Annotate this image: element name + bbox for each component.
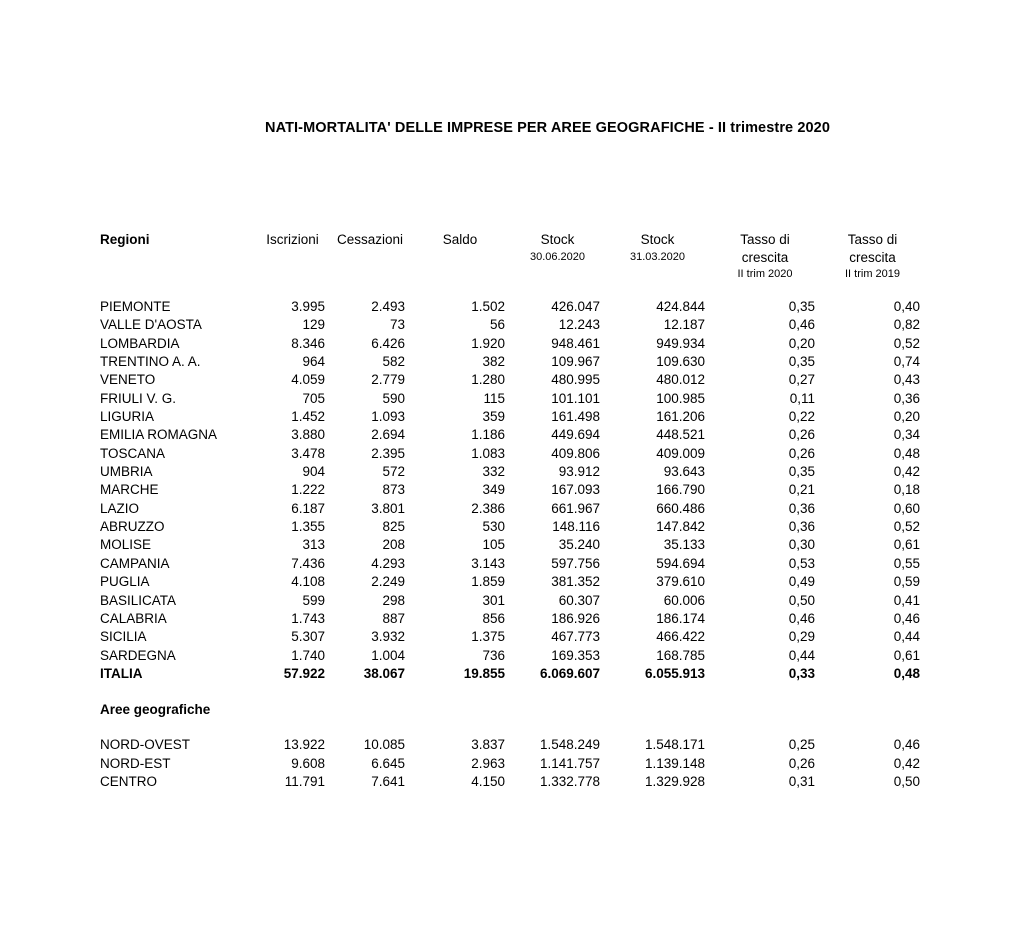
value-cell: 359 — [482, 409, 505, 425]
column-header: Regioni — [100, 232, 150, 247]
value-cell: 0,33 — [788, 665, 815, 681]
table-row — [100, 426, 1024, 444]
value-cell: 4.108 — [291, 574, 325, 590]
value-cell: 1.920 — [471, 335, 505, 351]
value-cell: 1.329.928 — [644, 773, 705, 789]
value-cell: 35.133 — [663, 537, 705, 553]
value-cell: 0,82 — [893, 317, 920, 333]
value-cell: 56 — [489, 317, 505, 333]
value-cell: 736 — [482, 647, 505, 663]
value-cell: 6.055.913 — [644, 665, 705, 681]
value-cell: 449.694 — [551, 427, 600, 443]
value-cell: 873 — [382, 482, 405, 498]
region-name-cell: LIGURIA — [100, 409, 155, 425]
value-cell: 115 — [483, 390, 505, 406]
value-cell: 332 — [482, 464, 505, 480]
value-cell: 57.922 — [283, 665, 325, 681]
table-row — [100, 518, 1024, 536]
value-cell: 1.141.757 — [539, 755, 600, 771]
table-row — [100, 335, 1024, 353]
region-name-cell: FRIULI V. G. — [100, 390, 177, 406]
value-cell: 168.785 — [656, 647, 705, 663]
value-cell: 186.174 — [656, 610, 705, 626]
region-name-cell: LAZIO — [100, 500, 140, 516]
value-cell: 0,34 — [893, 427, 920, 443]
value-cell: 4.059 — [291, 372, 325, 388]
value-cell: 0,35 — [788, 464, 815, 480]
value-cell: 1.548.249 — [539, 737, 600, 753]
value-cell: 1.743 — [291, 610, 325, 626]
value-cell: 467.773 — [551, 629, 600, 645]
column-header: Iscrizioni — [266, 232, 319, 247]
value-cell: 301 — [482, 592, 505, 608]
value-cell: 0,61 — [893, 647, 920, 663]
column-header: Saldo — [442, 232, 478, 247]
value-cell: 3.837 — [471, 737, 505, 753]
value-cell: 0,42 — [893, 755, 920, 771]
value-cell: 0,59 — [893, 574, 920, 590]
region-name-cell: NORD-OVEST — [100, 737, 191, 753]
value-cell: 0,44 — [788, 647, 815, 663]
value-cell: 0,60 — [893, 500, 920, 516]
value-cell: 0,30 — [788, 537, 815, 553]
value-cell: 161.498 — [551, 409, 600, 425]
value-cell: 1.502 — [471, 299, 505, 314]
value-cell: 3.801 — [371, 500, 405, 516]
value-cell: 0,18 — [893, 482, 920, 498]
value-cell: 12.187 — [663, 317, 705, 333]
value-cell: 19.855 — [463, 665, 505, 681]
region-name-cell: NORD-EST — [100, 755, 171, 771]
table-row — [100, 445, 1024, 463]
value-cell: 2.963 — [471, 755, 505, 771]
table-row — [100, 390, 1024, 408]
value-cell: 6.069.607 — [539, 665, 600, 681]
value-cell: 0,48 — [893, 445, 920, 461]
value-cell: 0,46 — [893, 737, 920, 753]
value-cell: 379.610 — [656, 574, 705, 590]
region-name-cell: VENETO — [100, 372, 156, 388]
value-cell: 3.932 — [371, 629, 405, 645]
value-cell: 0,55 — [893, 555, 920, 571]
areas-section-label: Aree geografiche — [100, 702, 211, 718]
region-name-cell: ABRUZZO — [100, 519, 165, 535]
value-cell: 0,46 — [893, 610, 920, 626]
table-header-row — [100, 231, 1024, 282]
value-cell: 0,36 — [788, 519, 815, 535]
table-row — [100, 316, 1024, 334]
value-cell: 161.206 — [656, 409, 705, 425]
value-cell: 661.967 — [551, 500, 600, 516]
region-name-cell: TOSCANA — [100, 445, 166, 461]
value-cell: 0,31 — [788, 773, 815, 789]
region-name-cell: BASILICATA — [100, 592, 177, 608]
value-cell: 129 — [302, 317, 325, 333]
table-row — [100, 628, 1024, 646]
value-cell: 1.083 — [471, 445, 505, 461]
value-cell: 382 — [482, 354, 505, 370]
value-cell: 3.143 — [471, 555, 505, 571]
value-cell: 0,20 — [788, 335, 815, 351]
table-row — [100, 536, 1024, 554]
value-cell: 0,35 — [788, 354, 815, 370]
column-header: Tasso di crescita II trim 2020 — [737, 232, 793, 280]
value-cell: 167.093 — [551, 482, 600, 498]
value-cell: 1.355 — [291, 519, 325, 535]
value-cell: 0,46 — [788, 317, 815, 333]
value-cell: 0,50 — [893, 773, 920, 789]
value-cell: 0,52 — [893, 335, 920, 351]
value-cell: 948.461 — [551, 335, 600, 351]
value-cell: 101.101 — [551, 390, 600, 406]
table-row — [100, 555, 1024, 573]
value-cell: 0,52 — [893, 519, 920, 535]
value-cell: 705 — [302, 390, 325, 406]
value-cell: 0,40 — [893, 299, 920, 314]
table-row — [100, 647, 1024, 665]
value-cell: 10.085 — [363, 737, 405, 753]
value-cell: 660.486 — [656, 500, 705, 516]
region-name-cell: CALABRIA — [100, 610, 167, 626]
table-row — [100, 773, 1024, 791]
value-cell: 0,27 — [788, 372, 815, 388]
value-cell: 109.630 — [656, 354, 705, 370]
value-cell: 147.842 — [656, 519, 705, 535]
value-cell: 1.859 — [471, 574, 505, 590]
value-cell: 1.740 — [291, 647, 325, 663]
region-name-cell: PUGLIA — [100, 574, 150, 590]
value-cell: 13.922 — [283, 737, 325, 753]
value-cell: 105 — [482, 537, 505, 553]
column-header: Stock 30.06.2020 — [529, 232, 586, 263]
region-name-cell: MARCHE — [100, 482, 159, 498]
table-row — [100, 463, 1024, 481]
page-title: NATI-MORTALITA' DELLE IMPRESE PER AREE GEOGRAFICHE - II trimestre 2020 — [265, 120, 831, 136]
value-cell: 93.912 — [558, 464, 600, 480]
table-row — [100, 353, 1024, 371]
value-cell: 2.249 — [371, 574, 405, 590]
value-cell: 3.478 — [291, 445, 325, 461]
value-cell: 1.139.148 — [644, 755, 705, 771]
value-cell: 73 — [389, 317, 405, 333]
value-cell: 597.756 — [551, 555, 600, 571]
value-cell: 298 — [382, 592, 405, 608]
value-cell: 409.806 — [551, 445, 600, 461]
table-row — [100, 500, 1024, 518]
column-header: Tasso di crescita II trim 2019 — [844, 232, 901, 280]
value-cell: 4.150 — [471, 773, 505, 789]
value-cell: 349 — [482, 482, 505, 498]
value-cell: 904 — [302, 464, 325, 480]
value-cell: 6.187 — [291, 500, 325, 516]
value-cell: 1.222 — [291, 482, 325, 498]
value-cell: 6.426 — [371, 335, 405, 351]
value-cell: 60.006 — [663, 592, 705, 608]
table-row — [100, 408, 1024, 426]
value-cell: 590 — [382, 390, 405, 406]
value-cell: 6.645 — [371, 755, 405, 771]
value-cell: 0,29 — [788, 629, 815, 645]
value-cell: 0,21 — [788, 482, 815, 498]
value-cell: 3.995 — [291, 299, 325, 314]
table-row — [100, 573, 1024, 591]
value-cell: 1.093 — [371, 409, 405, 425]
table-row — [100, 665, 1024, 683]
value-cell: 3.880 — [291, 427, 325, 443]
column-header: Stock 31.03.2020 — [629, 232, 686, 263]
value-cell: 426.047 — [551, 299, 600, 314]
value-cell: 964 — [302, 354, 325, 370]
value-cell: 0,26 — [788, 445, 815, 461]
value-cell: 11.791 — [284, 773, 325, 789]
region-name-cell: TRENTINO A. A. — [100, 354, 201, 370]
column-header: Cessazioni — [336, 232, 404, 247]
region-name-cell: SICILIA — [100, 629, 147, 645]
value-cell: 0,41 — [893, 592, 920, 608]
value-cell: 186.926 — [551, 610, 600, 626]
value-cell: 100.985 — [656, 390, 705, 406]
value-cell: 2.493 — [371, 299, 405, 314]
region-name-cell: PIEMONTE — [100, 299, 171, 314]
table-row — [100, 298, 1024, 316]
value-cell: 2.694 — [371, 427, 405, 443]
table-row — [100, 610, 1024, 628]
value-cell: 2.779 — [371, 372, 405, 388]
value-cell: 0,11 — [789, 390, 815, 406]
value-cell: 572 — [382, 464, 405, 480]
value-cell: 0,46 — [788, 610, 815, 626]
region-name-cell: CENTRO — [100, 773, 157, 789]
value-cell: 381.352 — [551, 574, 600, 590]
value-cell: 0,42 — [893, 464, 920, 480]
value-cell: 0,48 — [893, 665, 920, 681]
value-cell: 93.643 — [663, 464, 705, 480]
value-cell: 2.395 — [371, 445, 405, 461]
value-cell: 109.967 — [551, 354, 600, 370]
region-name-cell: CAMPANIA — [100, 555, 170, 571]
value-cell: 313 — [302, 537, 325, 553]
value-cell: 2.386 — [471, 500, 505, 516]
value-cell: 208 — [382, 537, 405, 553]
areas-table-body — [100, 736, 1024, 791]
region-name-cell: MOLISE — [100, 537, 152, 553]
value-cell: 5.307 — [291, 629, 325, 645]
value-cell: 825 — [382, 519, 405, 535]
value-cell: 4.293 — [371, 555, 405, 571]
value-cell: 856 — [482, 610, 505, 626]
value-cell: 448.521 — [656, 427, 705, 443]
regions-table-body — [100, 298, 1024, 683]
value-cell: 1.452 — [291, 409, 325, 425]
region-name-cell: EMILIA ROMAGNA — [100, 427, 218, 443]
value-cell: 480.012 — [656, 372, 705, 388]
value-cell: 582 — [382, 354, 405, 370]
value-cell: 38.067 — [363, 665, 405, 681]
value-cell: 7.436 — [291, 555, 325, 571]
value-cell: 0,35 — [788, 299, 815, 314]
value-cell: 0,50 — [788, 592, 815, 608]
value-cell: 0,36 — [893, 390, 920, 406]
table-row — [100, 736, 1024, 754]
region-name-cell: VALLE D'AOSTA — [100, 317, 202, 333]
value-cell: 1.186 — [471, 427, 505, 443]
value-cell: 0,36 — [788, 500, 815, 516]
value-cell: 60.307 — [558, 592, 600, 608]
value-cell: 166.790 — [656, 482, 705, 498]
value-cell: 35.240 — [558, 537, 600, 553]
value-cell: 0,43 — [893, 372, 920, 388]
value-cell: 0,25 — [788, 737, 815, 753]
value-cell: 887 — [382, 610, 405, 626]
value-cell: 480.995 — [551, 372, 600, 388]
table-row — [100, 755, 1024, 773]
value-cell: 530 — [482, 519, 505, 535]
value-cell: 0,44 — [893, 629, 920, 645]
value-cell: 0,49 — [788, 574, 815, 590]
table-row — [100, 592, 1024, 610]
value-cell: 148.116 — [552, 519, 600, 535]
value-cell: 169.353 — [551, 647, 600, 663]
value-cell: 0,61 — [893, 537, 920, 553]
value-cell: 599 — [302, 592, 325, 608]
table-row — [100, 371, 1024, 389]
value-cell: 7.641 — [371, 773, 405, 789]
value-cell: 12.243 — [558, 317, 600, 333]
value-cell: 0,26 — [788, 427, 815, 443]
value-cell: 1.548.171 — [644, 737, 705, 753]
value-cell: 409.009 — [656, 445, 705, 461]
value-cell: 0,22 — [788, 409, 815, 425]
value-cell: 0,26 — [788, 755, 815, 771]
value-cell: 9.608 — [291, 755, 325, 771]
value-cell: 0,74 — [893, 354, 920, 370]
value-cell: 1.280 — [471, 372, 505, 388]
region-name-cell: LOMBARDIA — [100, 335, 180, 351]
value-cell: 949.934 — [656, 335, 705, 351]
value-cell: 0,20 — [893, 409, 920, 425]
region-name-cell: SARDEGNA — [100, 647, 176, 663]
value-cell: 424.844 — [656, 299, 705, 314]
value-cell: 0,53 — [788, 555, 815, 571]
value-cell: 1.004 — [371, 647, 405, 663]
value-cell: 8.346 — [291, 335, 325, 351]
region-name-cell: UMBRIA — [100, 464, 153, 480]
value-cell: 594.694 — [656, 555, 705, 571]
table-row — [100, 481, 1024, 499]
region-name-cell: ITALIA — [100, 665, 143, 681]
value-cell: 466.422 — [656, 629, 705, 645]
value-cell: 1.332.778 — [539, 773, 600, 789]
value-cell: 1.375 — [471, 629, 505, 645]
